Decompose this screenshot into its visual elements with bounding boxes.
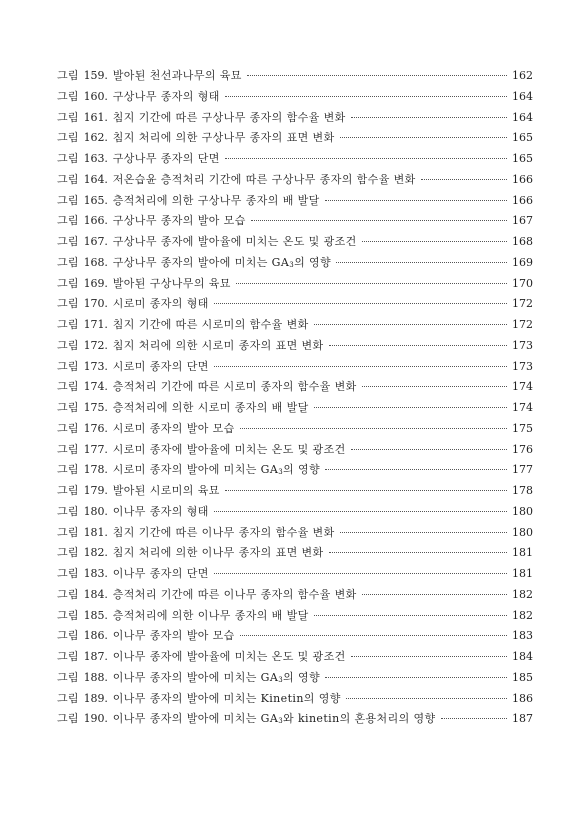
title-text: 침지 기간에 따른 시로미의 함수율 변화 [112, 318, 309, 331]
entry-page-number: 186 [512, 691, 533, 705]
toc-entry[interactable] [57, 419, 532, 440]
entry-title [113, 689, 341, 710]
toc-entry[interactable] [57, 108, 532, 129]
title-text: 시로미 종자의 발아 모습 [112, 421, 235, 435]
title-text: 시로미 종자에 발아율에 미치는 온도 및 광조건 [112, 442, 346, 456]
dot-leader [346, 698, 507, 699]
entry-title [113, 502, 209, 523]
toc-entry[interactable] [57, 232, 532, 253]
toc-entry[interactable] [57, 336, 532, 357]
dot-leader [314, 324, 507, 325]
entry-title [113, 440, 346, 461]
title-text: 이나무 종자의 발아에 미치는 GA [112, 670, 279, 684]
title-text: 시로미 종자의 발아에 미치는 GA [112, 463, 279, 477]
entry-number: 177. [83, 442, 108, 456]
entry-page-number: 170 [512, 276, 533, 290]
toc-entry[interactable] [57, 523, 532, 544]
title-text: 이나무 종자에 발아율에 미치는 온도 및 광조건 [112, 650, 346, 663]
toc-entry[interactable] [57, 668, 532, 689]
entry-title [113, 315, 309, 336]
entry-number: 179. [83, 484, 108, 497]
toc-entry[interactable] [57, 294, 532, 315]
entry-page-number: 177 [512, 463, 533, 477]
toc-entry[interactable] [57, 398, 532, 419]
entry-number: 184. [83, 587, 108, 601]
dot-leader [325, 469, 507, 470]
toc-entry[interactable] [57, 440, 532, 461]
title-text: 구상나무 종자의 형태 [112, 89, 220, 103]
dot-leader [236, 283, 507, 284]
toc-entry[interactable] [57, 170, 532, 191]
entry-number: 172. [83, 338, 108, 352]
entry-prefix: 그림 [57, 484, 79, 497]
entry-page-number: 167 [512, 214, 533, 228]
entry-prefix: 그림 [57, 401, 79, 414]
entry-title [113, 274, 231, 295]
entry-number: 188. [83, 670, 108, 684]
entry-title [113, 232, 357, 253]
dot-leader [240, 428, 507, 429]
entry-number: 164. [83, 172, 108, 186]
entry-prefix: 그림 [57, 525, 79, 539]
entry-title [113, 481, 220, 502]
entry-number: 182. [83, 546, 108, 560]
entry-title [113, 128, 335, 149]
toc-entry[interactable] [57, 585, 532, 606]
title-subscript: 3 [278, 468, 284, 477]
entry-title [113, 149, 220, 170]
title-text: 의 영향 [283, 463, 321, 477]
dot-leader [329, 345, 507, 346]
title-text: 층적처리 기간에 따른 이나무 종자의 함수율 변화 [112, 587, 357, 601]
entry-number: 162. [83, 131, 108, 145]
title-text: 시로미 종자의 단면 [112, 359, 209, 373]
entry-number: 168. [83, 255, 108, 269]
toc-entry[interactable] [57, 149, 532, 170]
entry-title [113, 357, 209, 378]
title-text: 의 영향 [294, 255, 332, 269]
entry-prefix: 그림 [57, 255, 79, 269]
toc-entry[interactable] [57, 253, 532, 274]
dot-leader [214, 303, 507, 304]
entry-page-number: 169 [512, 255, 533, 269]
toc-entry[interactable] [57, 460, 532, 481]
entry-prefix: 그림 [57, 152, 79, 165]
entry-prefix: 그림 [57, 608, 79, 622]
dot-leader [214, 366, 507, 367]
title-text: 침지 처리에 의한 구상나무 종자의 표면 변화 [112, 131, 335, 145]
entry-prefix: 그림 [57, 546, 79, 560]
dot-leader [351, 656, 507, 657]
entry-title [113, 336, 324, 357]
entry-prefix: 그림 [57, 235, 79, 248]
entry-prefix: 그림 [57, 380, 79, 394]
title-text: 구상나무 종자에 발아율에 미치는 온도 및 광조건 [112, 235, 357, 248]
title-text: 구상나무 종자의 발아 모습 [112, 214, 246, 228]
dot-leader [314, 615, 507, 616]
entry-number: 185. [83, 608, 108, 622]
entry-number: 190. [83, 712, 108, 726]
entry-number: 159. [83, 69, 108, 82]
entry-title [113, 211, 246, 232]
entry-page-number: 165 [512, 152, 533, 165]
entry-prefix: 그림 [57, 691, 79, 705]
entry-title [113, 626, 235, 647]
dot-leader [362, 594, 507, 595]
entry-prefix: 그림 [57, 359, 79, 373]
dot-leader [340, 532, 507, 533]
entry-number: 181. [83, 525, 108, 539]
toc-entry[interactable] [57, 647, 532, 668]
entry-title [113, 170, 416, 191]
entry-page-number: 176 [512, 442, 533, 456]
toc-entry[interactable] [57, 543, 532, 564]
dot-leader [351, 449, 507, 450]
entry-number: 163. [83, 152, 108, 165]
entry-number: 187. [83, 650, 108, 663]
entry-prefix: 그림 [57, 442, 79, 456]
toc-entry[interactable] [57, 315, 532, 336]
entry-page-number: 174 [512, 401, 533, 414]
toc-entry[interactable] [57, 66, 532, 87]
entry-title [113, 294, 209, 315]
dot-leader [225, 158, 507, 159]
entry-prefix: 그림 [57, 712, 79, 726]
entry-number: 189. [83, 691, 108, 705]
figure-list-toc [57, 66, 532, 730]
entry-number: 173. [83, 359, 108, 373]
entry-page-number: 164 [512, 89, 533, 103]
entry-title [113, 398, 309, 419]
entry-number: 183. [83, 567, 108, 580]
title-subscript: 3 [278, 717, 284, 726]
entry-number: 175. [83, 401, 108, 414]
entry-page-number: 173 [512, 359, 533, 373]
entry-prefix: 그림 [57, 172, 79, 186]
entry-page-number: 168 [512, 235, 533, 248]
entry-prefix: 그림 [57, 567, 79, 580]
entry-page-number: 181 [512, 546, 533, 560]
title-text: 발아된 천선과나무의 육묘 [112, 69, 242, 82]
entry-number: 178. [83, 463, 108, 477]
title-text: 발아된 시로미의 육묘 [112, 484, 220, 497]
entry-title [113, 460, 320, 481]
title-text: 이나무 종자의 발아 모습 [112, 629, 235, 643]
dot-leader [225, 96, 507, 97]
entry-prefix: 그림 [57, 276, 79, 290]
toc-entry[interactable] [57, 689, 532, 710]
entry-prefix: 그림 [57, 193, 79, 207]
entry-number: 176. [83, 421, 108, 435]
dot-leader [441, 718, 507, 719]
toc-entry[interactable] [57, 128, 532, 149]
entry-title [113, 87, 220, 108]
title-subscript: 3 [278, 675, 284, 684]
entry-number: 166. [83, 214, 108, 228]
title-text: 층적처리에 의한 이나무 종자의 배 발달 [112, 608, 309, 622]
entry-page-number: 165 [512, 131, 533, 145]
title-text: 구상나무 종자의 발아에 미치는 GA [112, 255, 290, 269]
dot-leader [362, 241, 507, 242]
entry-number: 174. [83, 380, 108, 394]
dot-leader [351, 117, 507, 118]
entry-page-number: 181 [512, 567, 533, 580]
toc-entry[interactable] [57, 377, 532, 398]
title-text: 침지 처리에 의한 이나무 종자의 표면 변화 [112, 546, 324, 560]
title-text: 이나무 종자의 발아에 미치는 Kinetin의 영향 [112, 691, 341, 705]
title-text: 구상나무 종자의 단면 [112, 152, 220, 165]
title-text: 침지 기간에 따른 구상나무 종자의 함수율 변화 [112, 110, 346, 124]
entry-page-number: 180 [512, 525, 533, 539]
entry-page-number: 183 [512, 629, 533, 643]
toc-entry[interactable] [57, 87, 532, 108]
entry-number: 161. [83, 110, 108, 124]
title-text: 이나무 종자의 단면 [112, 567, 209, 580]
dot-leader [325, 200, 507, 201]
dot-leader [325, 677, 507, 678]
entry-page-number: 185 [512, 670, 533, 684]
entry-prefix: 그림 [57, 89, 79, 103]
title-text: 이나무 종자의 발아에 미치는 GA [112, 712, 279, 726]
toc-entry[interactable] [57, 191, 532, 212]
entry-page-number: 184 [512, 650, 533, 663]
dot-leader [329, 552, 507, 553]
entry-page-number: 172 [512, 297, 533, 311]
entry-number: 160. [83, 89, 108, 103]
entry-title [113, 523, 335, 544]
dot-leader [336, 262, 507, 263]
entry-prefix: 그림 [57, 214, 79, 228]
entry-prefix: 그림 [57, 650, 79, 663]
toc-entry[interactable] [57, 481, 532, 502]
dot-leader [214, 573, 507, 574]
dot-leader [314, 407, 507, 408]
entry-prefix: 그림 [57, 421, 79, 435]
entry-number: 170. [83, 297, 108, 311]
entry-prefix: 그림 [57, 131, 79, 145]
entry-page-number: 172 [512, 318, 533, 331]
toc-entry[interactable] [57, 626, 532, 647]
title-text: 와 kinetin의 혼용처리의 영향 [283, 712, 436, 726]
entry-page-number: 174 [512, 380, 533, 394]
entry-prefix: 그림 [57, 670, 79, 684]
toc-entry[interactable] [57, 606, 532, 627]
entry-number: 165. [83, 193, 108, 207]
entry-prefix: 그림 [57, 318, 79, 331]
entry-prefix: 그림 [57, 504, 79, 518]
toc-entry[interactable] [57, 211, 532, 232]
entry-number: 171. [83, 318, 108, 331]
entry-title [113, 585, 357, 606]
entry-page-number: 173 [512, 338, 533, 352]
entry-number: 167. [83, 235, 108, 248]
title-text: 침지 기간에 따른 이나무 종자의 함수율 변화 [112, 525, 335, 539]
toc-entry[interactable] [57, 564, 532, 585]
toc-entry[interactable] [57, 502, 532, 523]
entry-number: 180. [83, 504, 108, 518]
entry-page-number: 187 [512, 712, 533, 726]
entry-title [113, 668, 320, 689]
entry-prefix: 그림 [57, 338, 79, 352]
entry-page-number: 166 [512, 193, 533, 207]
title-text: 발아된 구상나무의 육묘 [112, 276, 231, 290]
entry-prefix: 그림 [57, 69, 79, 82]
title-text: 시로미 종자의 형태 [112, 297, 209, 311]
dot-leader [214, 511, 507, 512]
toc-entry[interactable] [57, 709, 532, 730]
title-text: 층적처리에 의한 시로미 종자의 배 발달 [112, 401, 309, 414]
toc-entry[interactable] [57, 274, 532, 295]
entry-number: 169. [83, 276, 108, 290]
title-text: 침지 처리에 의한 시로미 종자의 표면 변화 [112, 338, 324, 352]
entry-page-number: 164 [512, 110, 533, 124]
entry-page-number: 182 [512, 608, 533, 622]
entry-number: 186. [83, 629, 108, 643]
entry-title [113, 647, 346, 668]
entry-title [113, 191, 320, 212]
entry-title [113, 419, 235, 440]
entry-prefix: 그림 [57, 110, 79, 124]
dot-leader [225, 490, 507, 491]
entry-page-number: 180 [512, 504, 533, 518]
entry-page-number: 166 [512, 172, 533, 186]
dot-leader [251, 220, 507, 221]
entry-title [113, 543, 324, 564]
entry-title [113, 709, 436, 730]
entry-page-number: 182 [512, 587, 533, 601]
entry-title [113, 108, 346, 129]
entry-title [113, 66, 242, 87]
title-text: 이나무 종자의 형태 [112, 504, 209, 518]
entry-prefix: 그림 [57, 629, 79, 643]
dot-leader [240, 635, 507, 636]
title-text: 층적처리에 의한 구상나무 종자의 배 발달 [112, 193, 320, 207]
entry-title [113, 564, 209, 585]
dot-leader [340, 137, 507, 138]
toc-entry[interactable] [57, 357, 532, 378]
entry-page-number: 175 [512, 421, 533, 435]
title-text: 저온습윤 층적처리 기간에 따른 구상나무 종자의 함수율 변화 [112, 172, 416, 186]
title-text: 층적처리 기간에 따른 시로미 종자의 함수율 변화 [112, 380, 357, 394]
title-subscript: 3 [289, 260, 295, 269]
entry-prefix: 그림 [57, 463, 79, 477]
entry-prefix: 그림 [57, 297, 79, 311]
title-text: 의 영향 [283, 670, 321, 684]
entry-page-number: 162 [512, 69, 533, 82]
entry-title [113, 606, 309, 627]
entry-title [113, 253, 331, 274]
dot-leader [362, 386, 507, 387]
entry-page-number: 178 [512, 484, 533, 497]
entry-title [113, 377, 357, 398]
entry-prefix: 그림 [57, 587, 79, 601]
dot-leader [247, 75, 507, 76]
dot-leader [421, 179, 507, 180]
